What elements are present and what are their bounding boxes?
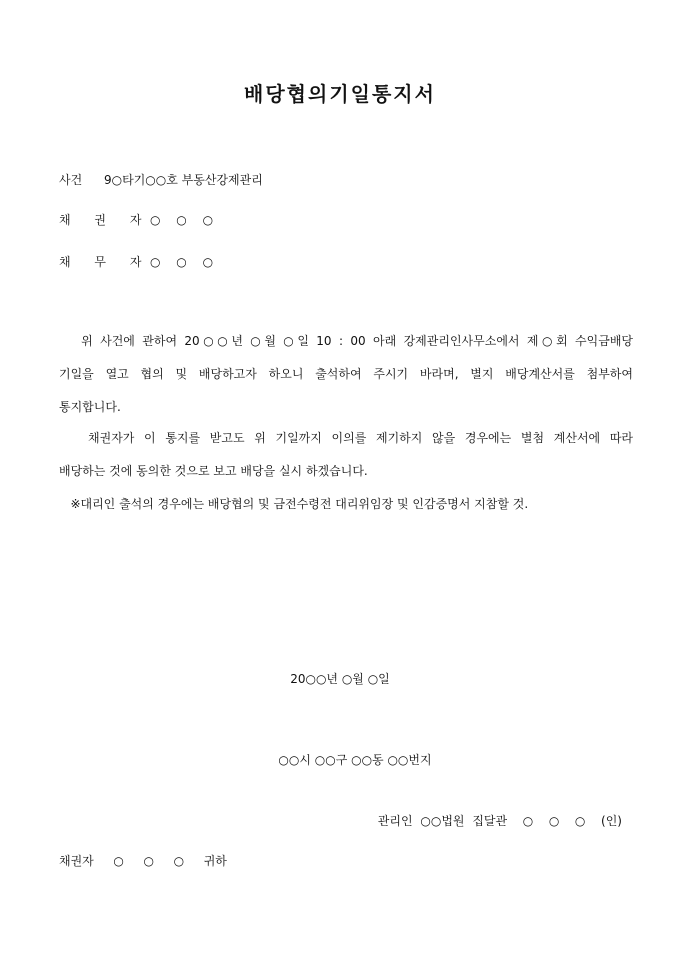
body-paragraph-2-line-1: 채권자가 이 통지를 받고도 위 기일까지 이의를 제기하지 않을 경우에는 별첨 계산서에 따라	[59, 431, 633, 445]
body-paragraph-1-line-2: 기일을 열고 협의 및 배당하고자 하오니 출석하여 주시기 바라며, 별지 배당계산서를 첨부하여	[59, 367, 633, 381]
document-title: 배당협의기일통지서	[244, 82, 436, 106]
office-address: ○○시 ○○구 ○○동 ○○번지	[278, 753, 432, 767]
creditor-label: 채 권 자	[59, 213, 152, 227]
debtor-value: ○ ○ ○	[150, 255, 220, 269]
recipient-line: 채권자 ○ ○ ○ 귀하	[59, 854, 227, 868]
case-label: 사건	[59, 173, 83, 187]
case-value: 9○타기○○호 부동산강제관리	[104, 173, 263, 187]
notice-date: 20○○년 ○월 ○일	[290, 672, 390, 686]
creditor-value: ○ ○ ○	[150, 213, 220, 227]
body-paragraph-1-line-1: 위 사건에 관하여 20○○년 ○월 ○일 10 : 00 아래 강제관리인사무소에서 제○회 수익금배당	[59, 334, 633, 348]
attorney-note: ※대리인 출석의 경우에는 배당협의 및 금전수령전 대리위임장 및 인감증명서 지참할 것.	[59, 497, 529, 511]
debtor-label: 채 무 자	[59, 255, 152, 269]
body-paragraph-2-line-2: 배당하는 것에 동의한 것으로 보고 배당을 실시 하겠습니다.	[59, 464, 368, 478]
body-paragraph-1-line-3: 통지합니다.	[59, 400, 121, 414]
manager-signature: 관리인 ○○법원 집달관 ○ ○ ○ (인)	[377, 814, 622, 828]
